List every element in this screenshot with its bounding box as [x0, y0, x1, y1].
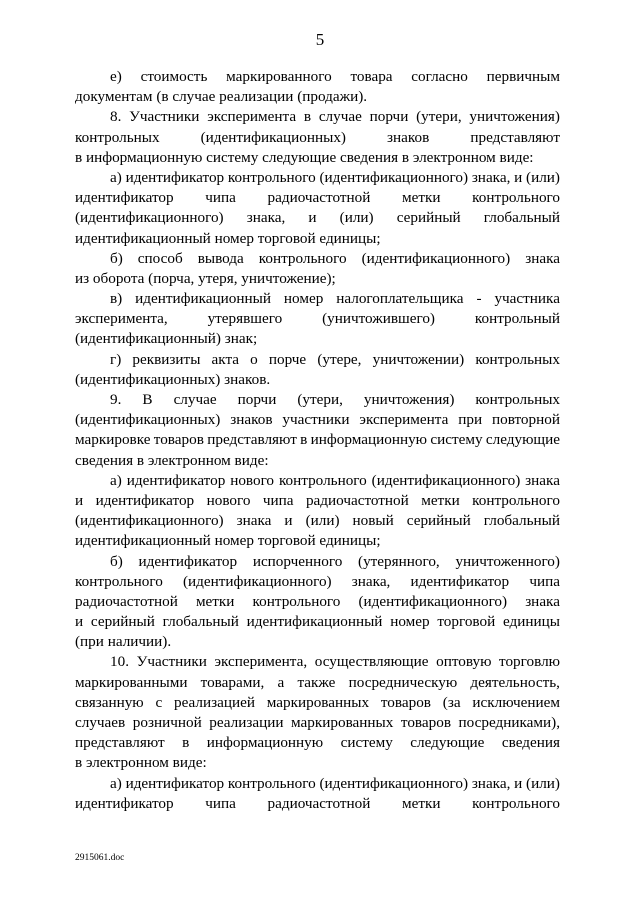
text-line: представляют в информационную систему следующие сведения [75, 734, 560, 752]
text-line: 8. Участники эксперимента в случае порчи (утери, уничтожения) [110, 108, 560, 126]
text-line: радиочастотной метки контрольного (идентификационного) знака [75, 592, 560, 610]
text-line: б) идентификатор испорченного (утерянного, уничтоженного) [110, 552, 560, 570]
text-line: случаев розничной реализации маркированных товаров посредниками), [75, 714, 560, 731]
text-line: в электронном виде: [75, 754, 207, 772]
paragraph [75, 107, 560, 168]
paragraph [75, 390, 560, 471]
text-line: а) идентификатор контрольного (идентификационного) знака, и (или) [110, 168, 560, 186]
text-line: идентификационный номер торговой единицы; [75, 229, 381, 247]
text-line: и идентификатор нового чипа радиочастотной метки контрольного [75, 491, 560, 509]
document-body [75, 67, 560, 814]
text-line: (идентификационный) знак; [75, 330, 258, 348]
text-line: идентификатор чипа радиочастотной метки контрольного [75, 189, 560, 207]
text-line: в информационную систему следующие сведения в электронном виде: [75, 148, 534, 166]
text-line: 10. Участники эксперимента, осуществляющие оптовую торговлю [110, 653, 560, 671]
text-line: идентификационный номер торговой единицы; [75, 532, 381, 550]
text-line: из оборота (порча, утеря, уничтожение); [75, 269, 336, 287]
text-line: контрольного (идентификационного) знака, идентификатор чипа [75, 572, 560, 590]
text-line: маркировке товаров представляют в информационную систему следующие [75, 431, 560, 449]
text-line: (идентификационных) знаков. [75, 370, 271, 388]
text-line: идентификатор чипа радиочастотной метки контрольного [75, 794, 560, 812]
text-line: эксперимента, утерявшего (уничтожившего) контрольный [75, 310, 560, 328]
paragraph [75, 350, 560, 390]
paragraph [75, 652, 560, 773]
text-line: е) стоимость маркированного товара согласно первичным [110, 68, 560, 85]
paragraph [75, 289, 560, 350]
text-line: (идентификационных) знаков участники эксперимента при повторной [75, 411, 560, 429]
text-line: (идентификационного) знака, и (или) серийный глобальный [75, 209, 560, 227]
text-line: в) идентификационный номер налогоплательщика - участника [110, 290, 560, 308]
text-line: 9. В случае порчи (утери, уничтожения) контрольных [110, 391, 560, 408]
text-line: (идентификационного) знака и (или) новый серийный глобальный [75, 512, 560, 530]
page-number: 5 [315, 30, 325, 49]
paragraph [75, 168, 560, 249]
text-line: маркированными товарами, а также посредническую деятельность, [75, 673, 560, 691]
text-line: сведения в электронном виде: [75, 451, 269, 469]
text-line: контрольных (идентификационных) знаков представляют [75, 128, 560, 146]
text-line: б) способ вывода контрольного (идентификационного) знака [110, 249, 560, 267]
paragraph [75, 774, 560, 814]
paragraph [75, 249, 560, 289]
text-line: (при наличии). [75, 633, 172, 651]
text-line: документам (в случае реализации (продажи). [75, 88, 368, 106]
paragraph [75, 552, 560, 653]
text-line: г) реквизиты акта о порче (утере, уничтожении) контрольных [110, 350, 560, 368]
footer-filename: 2915061.doc [75, 853, 125, 863]
text-line: а) идентификатор контрольного (идентификационного) знака, и (или) [110, 774, 560, 792]
text-line: и серийный глобальный идентификационный номер торговой единицы [75, 613, 560, 631]
paragraph [75, 471, 560, 552]
text-line: а) идентификатор нового контрольного (идентификационного) знака [110, 471, 560, 489]
text-line: связанную с реализацией маркированных товаров (за исключением [75, 693, 560, 711]
paragraph [75, 67, 560, 107]
